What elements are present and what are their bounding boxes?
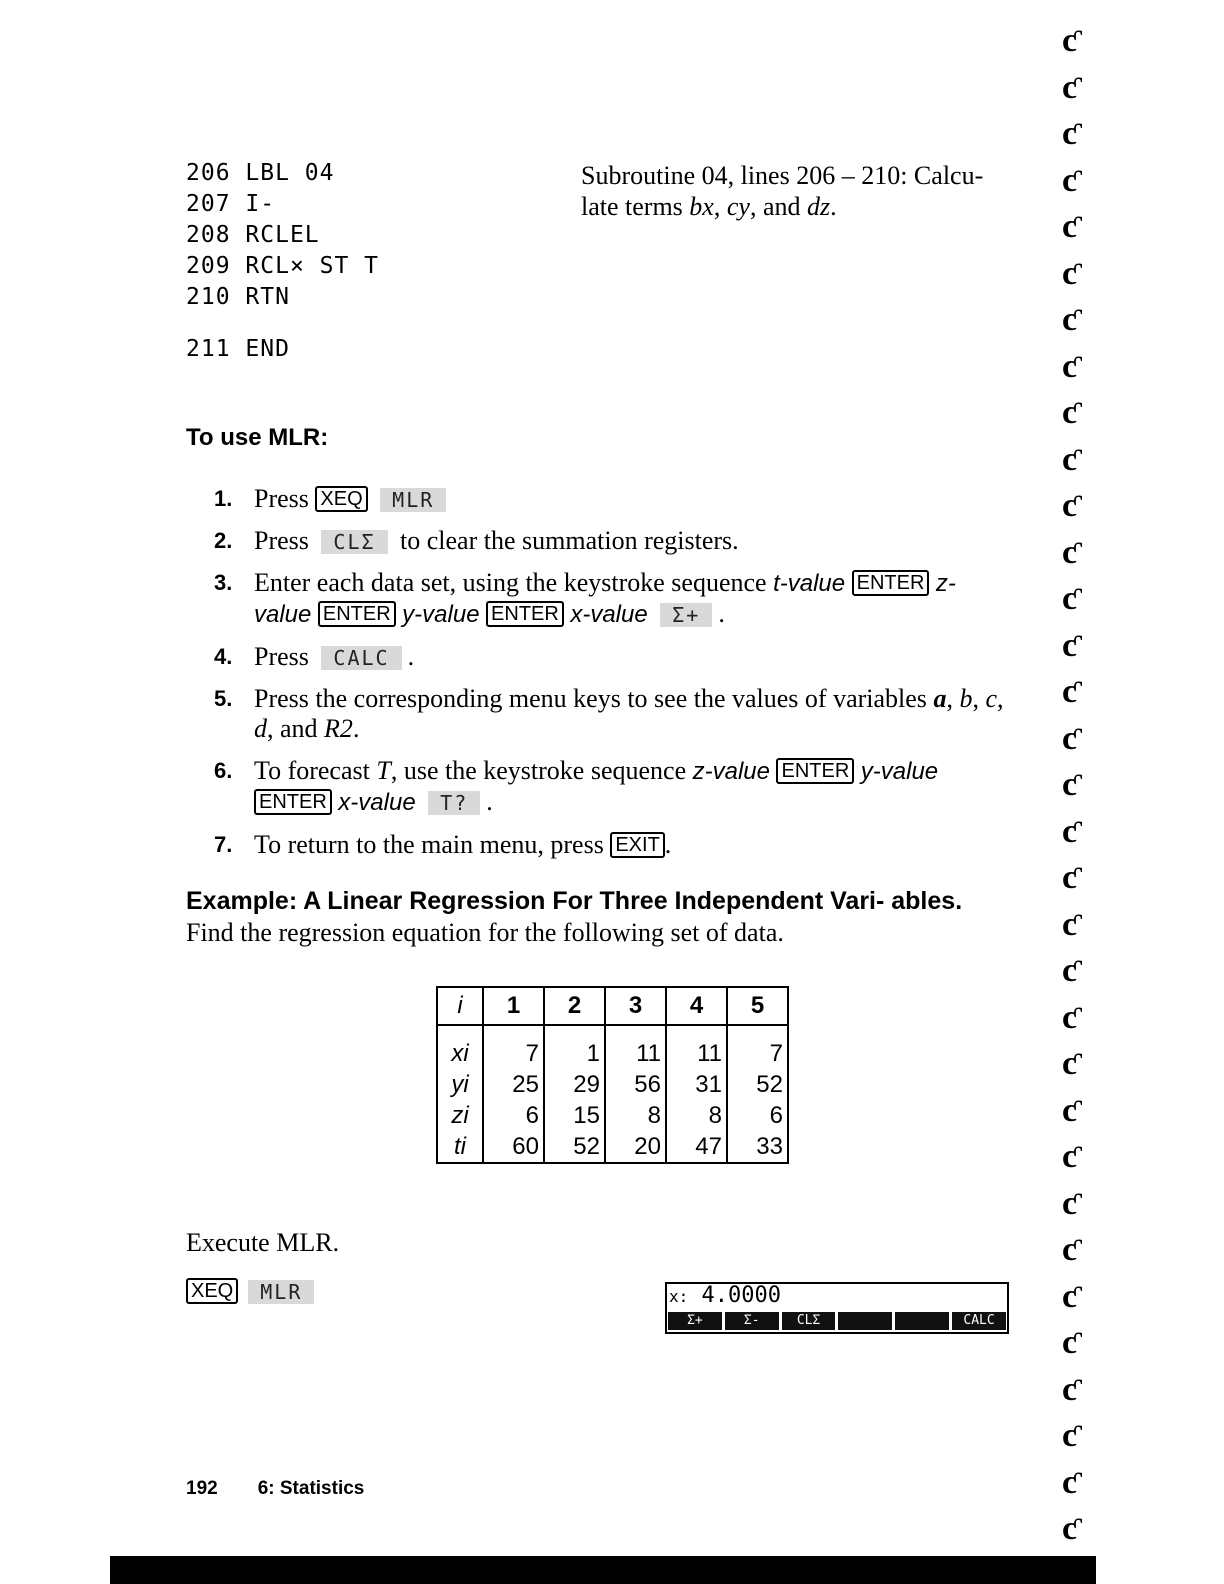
binding-ring-icon: ƈ [1062,487,1078,524]
menu-key-blank[interactable] [838,1312,892,1330]
binding-ring-icon: ƈ [1062,1277,1078,1315]
example-text: Find the regression equation for the following set of data. [186,918,784,947]
table-row [437,1131,788,1163]
binding-ring-icon: ƈ [1062,208,1078,245]
step-5: 5. Press the corresponding menu keys to see the values of variables a, b, c, d, and R2. [214,684,1004,743]
table-cell: 47 [666,1131,727,1163]
table-header-row [437,987,788,1025]
binding-ring-icon: ƈ [1062,301,1078,338]
binding-ring-icon: ƈ [1062,1184,1078,1222]
binding-ring-icon: ƈ [1062,580,1078,617]
t-forecast-menu-key[interactable]: T? [428,791,480,815]
example-title: Example: A Linear Regression For Three Independent Vari- ables. [186,887,963,915]
menu-key-calc[interactable]: CALC [952,1312,1006,1330]
xeq-key[interactable]: XEQ [186,1278,238,1304]
enter-key[interactable]: ENTER [486,601,564,627]
mlr-menu-key[interactable]: MLR [380,488,446,512]
binding-ring-icon: ƈ [1062,347,1078,385]
execute-keys [186,1278,320,1304]
binding-ring-icon: ƈ [1062,1510,1078,1547]
binding-ring-icon: ƈ [1062,626,1078,664]
table-cell: 6 [483,1100,544,1131]
menu-key-sigma-minus[interactable]: Σ- [725,1312,779,1330]
clear-sigma-menu-key[interactable]: CLΣ [321,530,387,554]
binding-ring-icon: ƈ [1062,1091,1078,1129]
table-row [437,1069,788,1100]
step-6: 6. To forecast T, use the keystroke sequence z-value ENTER y-value ENTER x-value T? . [214,756,939,816]
enter-key[interactable]: ENTER [852,570,930,596]
binding-ring-icon: ƈ [1062,1417,1078,1454]
table-cell: 60 [483,1131,544,1163]
listing-line: 209 RCL× ST T [186,253,380,279]
table-cell: 31 [666,1069,727,1100]
binding-ring-icon: ƈ [1062,905,1078,943]
binding-ring-icon: ƈ [1062,998,1078,1036]
binding-ring-icon: ƈ [1062,1231,1078,1268]
binding-ring-icon: ƈ [1062,68,1078,106]
listing-line: 211 END [186,336,290,362]
spiral-binding [1062,18,1102,1553]
binding-ring-icon: ƈ [1062,22,1078,59]
execute-instruction: Execute MLR. [186,1228,340,1257]
table-cell: 11 [666,1025,727,1069]
binding-ring-icon: ƈ [1062,440,1078,478]
table-cell: 25 [483,1069,544,1100]
listing-line: 206 LBL 04 [186,160,335,186]
binding-ring-icon: ƈ [1062,1138,1078,1175]
chapter-title: 6: Statistics [257,1478,365,1499]
step-1: 1. Press XEQ MLR [214,484,1004,514]
table-header-cell: 3 [605,987,666,1025]
table-header-cell: 4 [666,987,727,1025]
exit-key[interactable]: EXIT [610,832,664,858]
table-header-cell: 5 [727,987,788,1025]
binding-ring-icon: ƈ [1062,115,1078,152]
page-footer [186,1478,364,1500]
table-cell: 52 [727,1069,788,1100]
table-header-cell: 2 [544,987,605,1025]
listing-line: 208 RCLEL [186,222,320,248]
page-number: 192 [186,1478,218,1499]
table-cell: 52 [544,1131,605,1163]
binding-ring-icon: ƈ [1062,1324,1078,1361]
step-2: 2. Press CLΣ to clear the summation registers. [214,526,739,555]
xeq-key[interactable]: XEQ [315,486,367,512]
binding-ring-icon: ƈ [1062,394,1078,431]
menu-key-sigma-plus[interactable]: Σ+ [668,1312,722,1330]
step-4: 4. Press CALC . [214,642,415,671]
step-7: 7. To return to the main menu, press EXIT . [214,830,672,859]
steps-list [214,484,1004,872]
table-cell: 33 [727,1131,788,1163]
mlr-menu-key[interactable]: MLR [248,1280,314,1304]
x-register-line: x: 4.0000 [669,1283,781,1308]
table-cell: 29 [544,1069,605,1100]
program-listing [186,158,379,365]
binding-ring-icon: ƈ [1062,766,1078,803]
listing-line: 210 RTN [186,284,290,310]
sigma-plus-menu-key[interactable]: Σ+ [660,603,712,627]
calculator-display [665,1282,1009,1334]
subroutine-comment: Subroutine 04, lines 206 – 210: Calcu- late terms bx, cy, and dz. [581,161,984,221]
table-cell: 20 [605,1131,666,1163]
binding-ring-icon: ƈ [1062,533,1078,571]
calc-menu-key[interactable]: CALC [321,646,401,670]
binding-ring-icon: ƈ [1062,812,1078,850]
table-cell: 8 [666,1100,727,1131]
menu-key-blank[interactable] [895,1312,949,1330]
table-row-label: zi [451,1101,469,1129]
binding-ring-icon: ƈ [1062,1463,1078,1501]
binding-ring-icon: ƈ [1062,254,1078,292]
table-cell: 7 [483,1025,544,1069]
page-edge-bar [110,1556,1096,1584]
enter-key[interactable]: ENTER [776,758,854,784]
binding-ring-icon: ƈ [1062,859,1078,896]
binding-ring-icon: ƈ [1062,1370,1078,1408]
listing-line: 207 I- [186,191,276,217]
table-cell: 56 [605,1069,666,1100]
binding-ring-icon: ƈ [1062,673,1078,710]
step-3: 3. Enter each data set, using the keystroke sequence t-value ENTER z-value ENTER y-value ENTER x-value Σ+ . [214,568,956,628]
table-row [437,1100,788,1131]
display-menu-bar [668,1312,1006,1330]
enter-key[interactable]: ENTER [254,789,332,815]
table-cell: 11 [605,1025,666,1069]
table-row-label: xi [451,1039,469,1067]
enter-key[interactable]: ENTER [318,601,396,627]
table-row-label: ti [454,1132,466,1160]
table-cell: 1 [544,1025,605,1069]
binding-ring-icon: ƈ [1062,952,1078,989]
binding-ring-icon: ƈ [1062,1045,1078,1082]
data-table [436,986,789,1164]
section-heading: To use MLR: [186,424,329,451]
table-cell: 15 [544,1100,605,1131]
table-row-label: yi [451,1070,469,1098]
menu-key-clear-sigma[interactable]: CLΣ [782,1312,836,1330]
example-paragraph [186,885,986,949]
table-cell: 7 [727,1025,788,1069]
table-cell: 8 [605,1100,666,1131]
table-header-cell: i [437,987,483,1025]
binding-ring-icon: ƈ [1062,719,1078,757]
table-cell: 6 [727,1100,788,1131]
table-row [437,1025,788,1069]
binding-ring-icon: ƈ [1062,161,1078,199]
table-header-cell: 1 [483,987,544,1025]
